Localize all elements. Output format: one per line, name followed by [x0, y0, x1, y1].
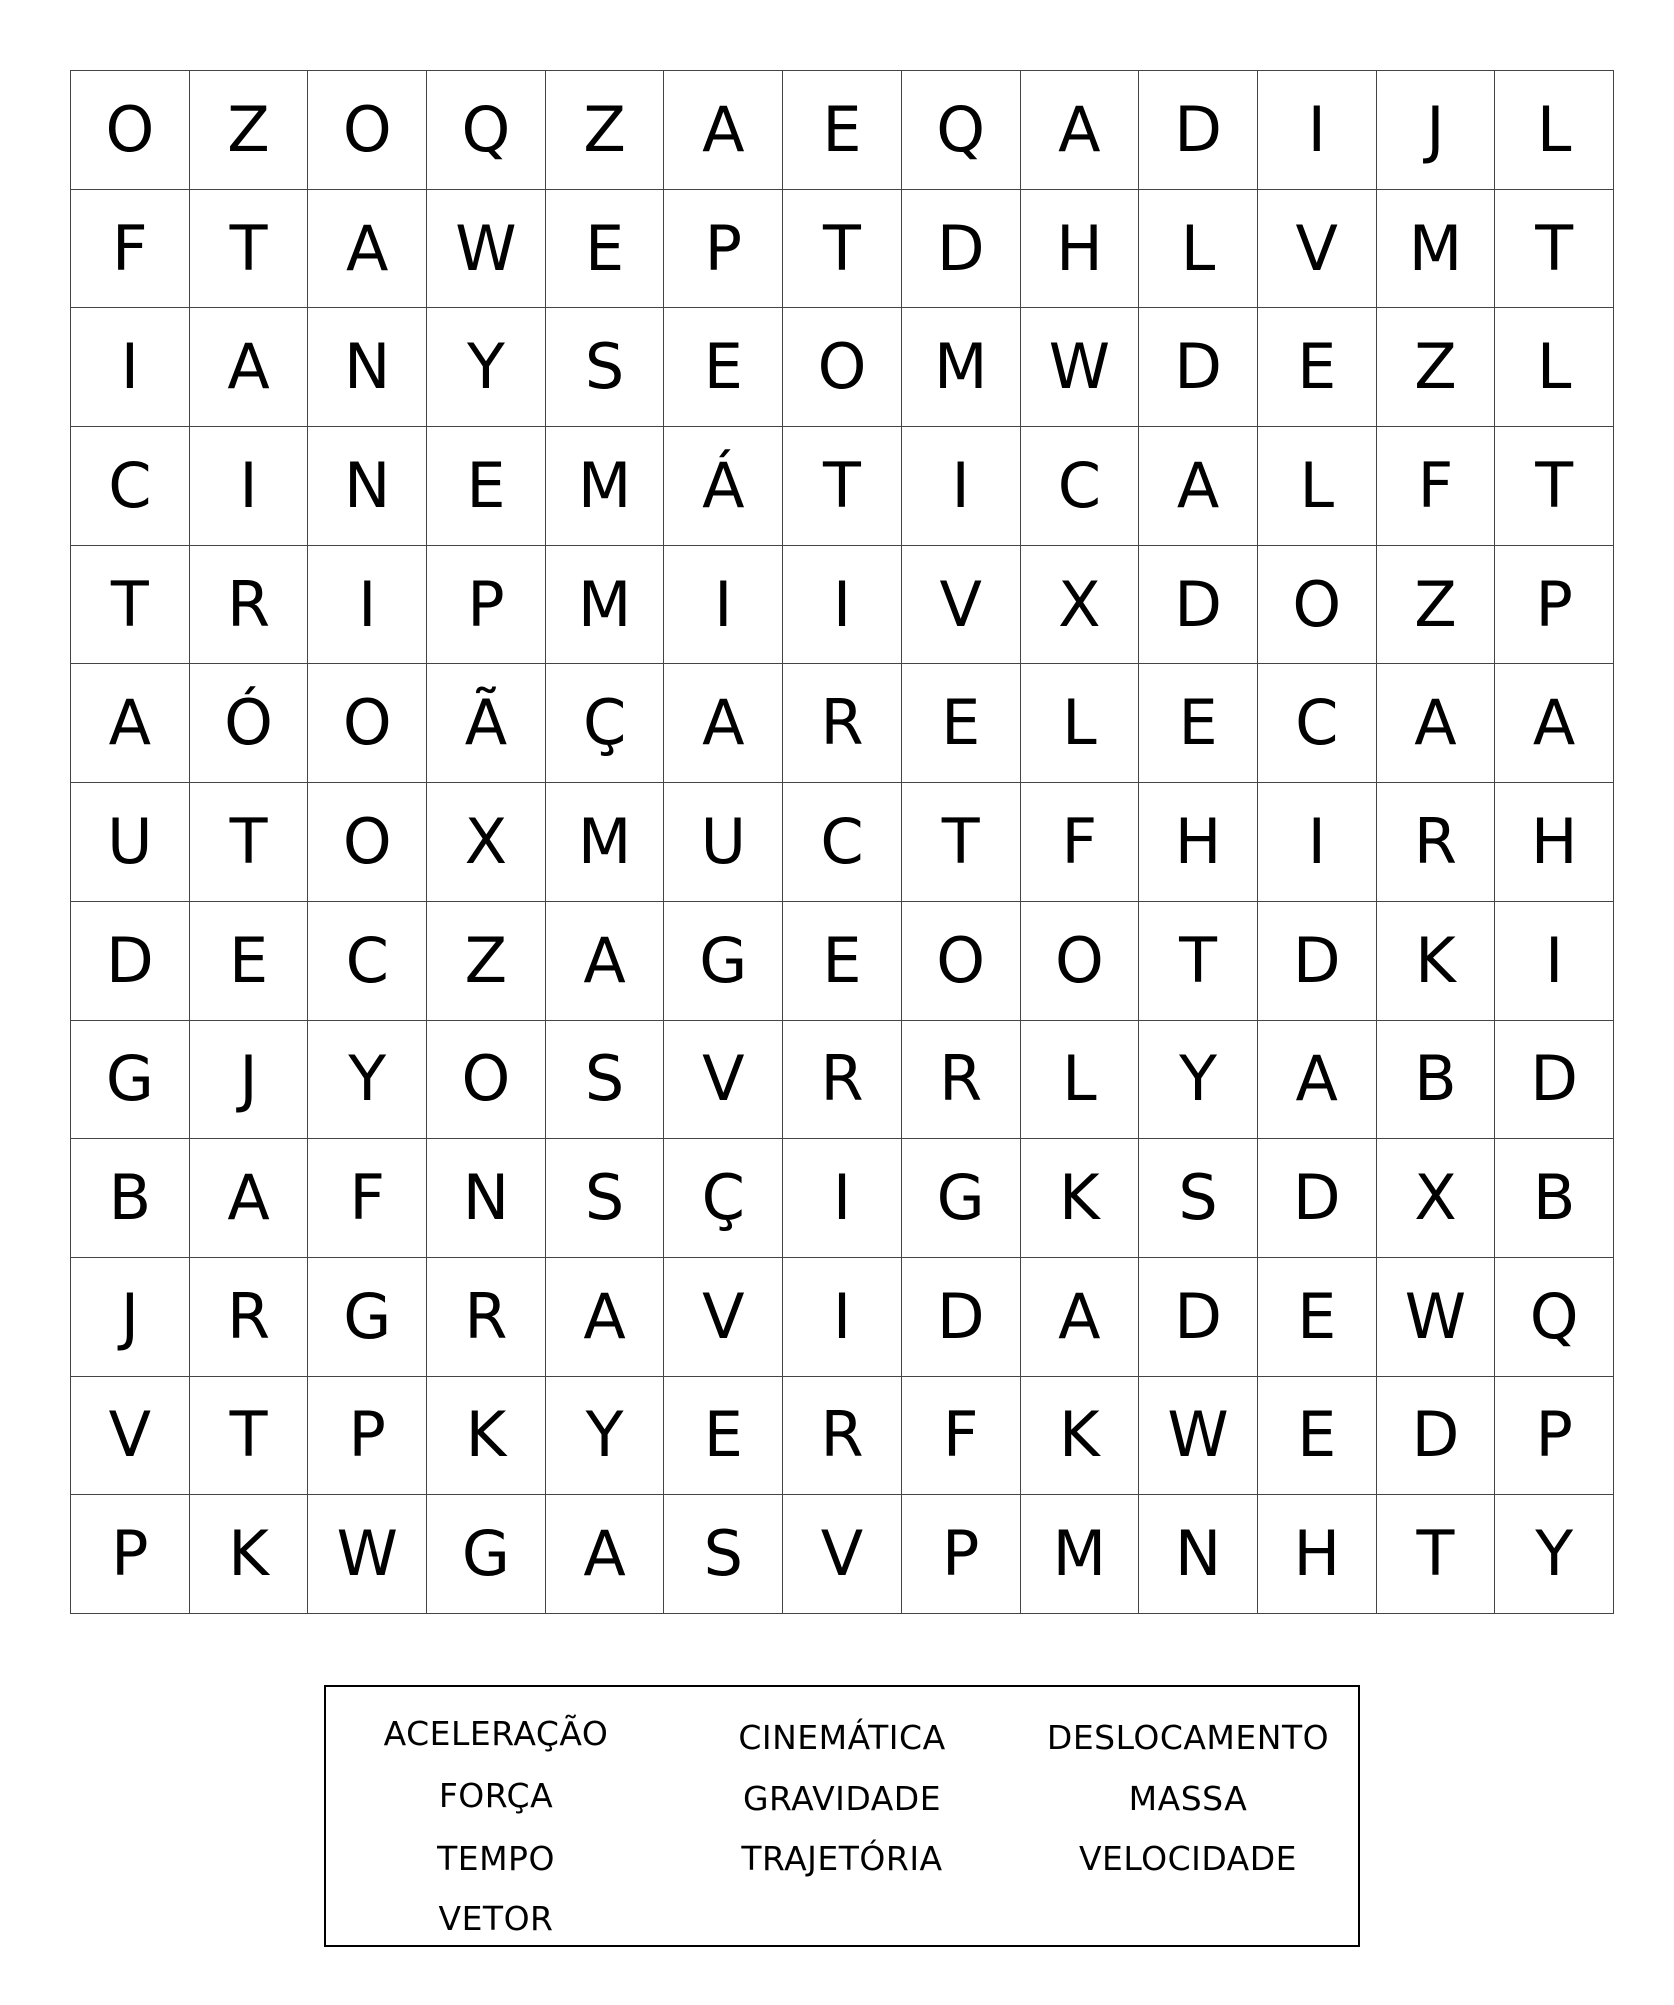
grid-cell[interactable]: F: [902, 1377, 1021, 1496]
grid-cell[interactable]: J: [71, 1258, 190, 1377]
word-tempo: TEMPO: [437, 1839, 555, 1878]
grid-cell[interactable]: P: [1495, 546, 1614, 665]
grid-cell[interactable]: A: [1495, 664, 1614, 783]
grid-cell[interactable]: O: [783, 308, 902, 427]
grid-cell[interactable]: R: [1377, 783, 1496, 902]
grid-cell[interactable]: G: [427, 1495, 546, 1614]
grid-cell[interactable]: O: [1258, 546, 1377, 665]
grid-cell[interactable]: S: [1139, 1139, 1258, 1258]
word-massa: MASSA: [1128, 1779, 1248, 1818]
grid-cell[interactable]: V: [71, 1377, 190, 1496]
grid-cell[interactable]: B: [71, 1139, 190, 1258]
grid-cell[interactable]: Y: [1139, 1021, 1258, 1140]
grid-cell[interactable]: D: [1495, 1021, 1614, 1140]
grid-cell[interactable]: C: [1021, 427, 1140, 546]
grid-cell[interactable]: N: [1139, 1495, 1258, 1614]
grid-cell[interactable]: Z: [1377, 308, 1496, 427]
grid-cell[interactable]: L: [1258, 427, 1377, 546]
grid-cell[interactable]: V: [783, 1495, 902, 1614]
grid-cell[interactable]: A: [546, 1258, 665, 1377]
grid-cell[interactable]: G: [71, 1021, 190, 1140]
grid-cell[interactable]: I: [1495, 902, 1614, 1021]
grid-cell[interactable]: E: [427, 427, 546, 546]
grid-cell[interactable]: E: [664, 1377, 783, 1496]
word-bank: [324, 1685, 1360, 1947]
grid-cell[interactable]: P: [427, 546, 546, 665]
word-aceleracao: ACELERAÇÃO: [383, 1714, 609, 1753]
grid-cell[interactable]: Ã: [427, 664, 546, 783]
grid-cell[interactable]: Y: [1495, 1495, 1614, 1614]
grid-cell[interactable]: F: [1021, 783, 1140, 902]
grid-cell[interactable]: Y: [546, 1377, 665, 1496]
grid-cell[interactable]: I: [664, 546, 783, 665]
grid-cell[interactable]: T: [190, 783, 309, 902]
grid-cell[interactable]: E: [783, 71, 902, 190]
grid-cell[interactable]: A: [308, 190, 427, 309]
grid-cell[interactable]: W: [308, 1495, 427, 1614]
grid-cell[interactable]: O: [308, 71, 427, 190]
grid-cell[interactable]: W: [1139, 1377, 1258, 1496]
grid-cell[interactable]: M: [1021, 1495, 1140, 1614]
grid-cell[interactable]: C: [783, 783, 902, 902]
grid-cell[interactable]: D: [902, 190, 1021, 309]
grid-cell[interactable]: G: [664, 902, 783, 1021]
grid-cell[interactable]: A: [190, 1139, 309, 1258]
grid-cell[interactable]: D: [902, 1258, 1021, 1377]
grid-cell[interactable]: Y: [427, 308, 546, 427]
grid-cell[interactable]: A: [546, 1495, 665, 1614]
grid-cell[interactable]: D: [1258, 1139, 1377, 1258]
grid-cell[interactable]: B: [1495, 1139, 1614, 1258]
word-trajetoria: TRAJETÓRIA: [741, 1839, 943, 1878]
grid-cell[interactable]: Q: [427, 71, 546, 190]
grid-cell[interactable]: Q: [902, 71, 1021, 190]
grid-cell[interactable]: V: [1258, 190, 1377, 309]
grid-cell[interactable]: Z: [546, 71, 665, 190]
word-vetor: VETOR: [438, 1899, 554, 1938]
grid-cell[interactable]: D: [1139, 546, 1258, 665]
grid-cell[interactable]: O: [71, 71, 190, 190]
grid-cell[interactable]: Ó: [190, 664, 309, 783]
grid-cell[interactable]: E: [1258, 308, 1377, 427]
grid-cell[interactable]: I: [1258, 71, 1377, 190]
grid-cell[interactable]: T: [783, 427, 902, 546]
grid-cell[interactable]: W: [1021, 308, 1140, 427]
grid-cell[interactable]: O: [308, 664, 427, 783]
grid-cell[interactable]: H: [1021, 190, 1140, 309]
grid-cell[interactable]: P: [71, 1495, 190, 1614]
grid-cell[interactable]: R: [902, 1021, 1021, 1140]
grid-cell[interactable]: A: [1021, 1258, 1140, 1377]
word-gravidade: GRAVIDADE: [742, 1779, 942, 1818]
grid-cell[interactable]: T: [190, 1377, 309, 1496]
grid-cell[interactable]: P: [1495, 1377, 1614, 1496]
grid-cell[interactable]: I: [783, 1258, 902, 1377]
grid-cell[interactable]: A: [1258, 1021, 1377, 1140]
grid-cell[interactable]: L: [1021, 1021, 1140, 1140]
grid-cell[interactable]: A: [1139, 427, 1258, 546]
grid-cell[interactable]: Z: [427, 902, 546, 1021]
grid-cell[interactable]: X: [1021, 546, 1140, 665]
grid-cell[interactable]: J: [1377, 71, 1496, 190]
grid-cell[interactable]: E: [783, 902, 902, 1021]
grid-cell[interactable]: E: [190, 902, 309, 1021]
grid-cell[interactable]: P: [664, 190, 783, 309]
word-cinematica: CINEMÁTICA: [738, 1718, 946, 1757]
grid-cell[interactable]: A: [1021, 71, 1140, 190]
word-velocidade: VELOCIDADE: [1078, 1839, 1298, 1878]
grid-cell[interactable]: T: [902, 783, 1021, 902]
grid-cell[interactable]: R: [783, 664, 902, 783]
grid-cell[interactable]: I: [902, 427, 1021, 546]
grid-cell[interactable]: S: [546, 1139, 665, 1258]
grid-cell[interactable]: G: [902, 1139, 1021, 1258]
grid-cell[interactable]: X: [1377, 1139, 1496, 1258]
grid-cell[interactable]: A: [1377, 664, 1496, 783]
grid-cell[interactable]: M: [1377, 190, 1496, 309]
grid-cell[interactable]: R: [427, 1258, 546, 1377]
grid-cell[interactable]: A: [664, 71, 783, 190]
grid-cell[interactable]: R: [783, 1377, 902, 1496]
grid-cell[interactable]: O: [902, 902, 1021, 1021]
grid-cell[interactable]: R: [190, 546, 309, 665]
grid-cell[interactable]: S: [546, 308, 665, 427]
grid-cell[interactable]: H: [1495, 783, 1614, 902]
grid-cell[interactable]: N: [308, 308, 427, 427]
word-forca: FORÇA: [438, 1776, 554, 1815]
letter-grid: [70, 70, 1614, 1614]
grid-cell[interactable]: E: [664, 308, 783, 427]
grid-cell[interactable]: D: [1377, 1377, 1496, 1496]
grid-cell[interactable]: K: [427, 1377, 546, 1496]
grid-cell[interactable]: K: [1021, 1377, 1140, 1496]
grid-cell[interactable]: I: [190, 427, 309, 546]
grid-cell[interactable]: W: [1377, 1258, 1496, 1377]
grid-cell[interactable]: T: [71, 546, 190, 665]
grid-cell[interactable]: Ç: [546, 664, 665, 783]
grid-cell[interactable]: Y: [308, 1021, 427, 1140]
grid-cell[interactable]: B: [1377, 1021, 1496, 1140]
grid-cell[interactable]: D: [1139, 308, 1258, 427]
grid-cell[interactable]: D: [1139, 1258, 1258, 1377]
grid-cell[interactable]: M: [546, 546, 665, 665]
grid-cell[interactable]: H: [1139, 783, 1258, 902]
grid-cell[interactable]: Ç: [664, 1139, 783, 1258]
grid-cell[interactable]: D: [1258, 902, 1377, 1021]
grid-cell[interactable]: T: [1495, 190, 1614, 309]
grid-cell[interactable]: C: [71, 427, 190, 546]
grid-cell[interactable]: I: [308, 546, 427, 665]
grid-cell[interactable]: V: [902, 546, 1021, 665]
grid-cell[interactable]: I: [783, 1139, 902, 1258]
grid-cell[interactable]: I: [71, 308, 190, 427]
grid-cell[interactable]: L: [1495, 71, 1614, 190]
grid-cell[interactable]: T: [783, 190, 902, 309]
grid-cell[interactable]: E: [1139, 664, 1258, 783]
grid-cell[interactable]: Q: [1495, 1258, 1614, 1377]
grid-cell[interactable]: L: [1139, 190, 1258, 309]
grid-cell[interactable]: A: [664, 664, 783, 783]
grid-cell[interactable]: T: [1377, 1495, 1496, 1614]
grid-cell[interactable]: C: [308, 902, 427, 1021]
grid-cell[interactable]: D: [1139, 71, 1258, 190]
grid-cell[interactable]: M: [546, 783, 665, 902]
grid-cell[interactable]: G: [308, 1258, 427, 1377]
grid-cell[interactable]: E: [1258, 1377, 1377, 1496]
grid-cell[interactable]: V: [664, 1021, 783, 1140]
grid-cell[interactable]: O: [308, 783, 427, 902]
grid-cell[interactable]: T: [190, 190, 309, 309]
grid-cell[interactable]: X: [427, 783, 546, 902]
grid-cell[interactable]: C: [1258, 664, 1377, 783]
grid-cell[interactable]: R: [190, 1258, 309, 1377]
grid-cell[interactable]: F: [71, 190, 190, 309]
grid-cell[interactable]: E: [1258, 1258, 1377, 1377]
grid-cell[interactable]: I: [783, 546, 902, 665]
grid-cell[interactable]: N: [427, 1139, 546, 1258]
grid-cell[interactable]: T: [1495, 427, 1614, 546]
grid-cell[interactable]: S: [546, 1021, 665, 1140]
grid-cell[interactable]: W: [427, 190, 546, 309]
grid-cell[interactable]: I: [1258, 783, 1377, 902]
grid-cell[interactable]: Á: [664, 427, 783, 546]
grid-cell[interactable]: F: [308, 1139, 427, 1258]
grid-cell[interactable]: A: [546, 902, 665, 1021]
grid-cell[interactable]: U: [71, 783, 190, 902]
grid-cell[interactable]: L: [1021, 664, 1140, 783]
grid-cell[interactable]: E: [546, 190, 665, 309]
grid-cell[interactable]: V: [664, 1258, 783, 1377]
grid-cell[interactable]: R: [783, 1021, 902, 1140]
grid-cell[interactable]: K: [1021, 1139, 1140, 1258]
grid-cell[interactable]: H: [1258, 1495, 1377, 1614]
grid-cell[interactable]: Z: [1377, 546, 1496, 665]
grid-cell[interactable]: O: [1021, 902, 1140, 1021]
grid-cell[interactable]: J: [190, 1021, 309, 1140]
grid-cell[interactable]: U: [664, 783, 783, 902]
grid-cell[interactable]: T: [1139, 902, 1258, 1021]
word-deslocamento: DESLOCAMENTO: [1046, 1718, 1330, 1757]
grid-cell[interactable]: L: [1495, 308, 1614, 427]
grid-cell[interactable]: M: [902, 308, 1021, 427]
grid-cell[interactable]: F: [1377, 427, 1496, 546]
grid-cell[interactable]: S: [664, 1495, 783, 1614]
grid-cell[interactable]: K: [190, 1495, 309, 1614]
grid-cell[interactable]: A: [190, 308, 309, 427]
grid-cell[interactable]: E: [902, 664, 1021, 783]
grid-cell[interactable]: P: [902, 1495, 1021, 1614]
grid-cell[interactable]: O: [427, 1021, 546, 1140]
grid-cell[interactable]: A: [71, 664, 190, 783]
grid-cell[interactable]: P: [308, 1377, 427, 1496]
grid-cell[interactable]: D: [71, 902, 190, 1021]
grid-cell[interactable]: M: [546, 427, 665, 546]
grid-cell[interactable]: Z: [190, 71, 309, 190]
grid-cell[interactable]: N: [308, 427, 427, 546]
grid-cell[interactable]: K: [1377, 902, 1496, 1021]
